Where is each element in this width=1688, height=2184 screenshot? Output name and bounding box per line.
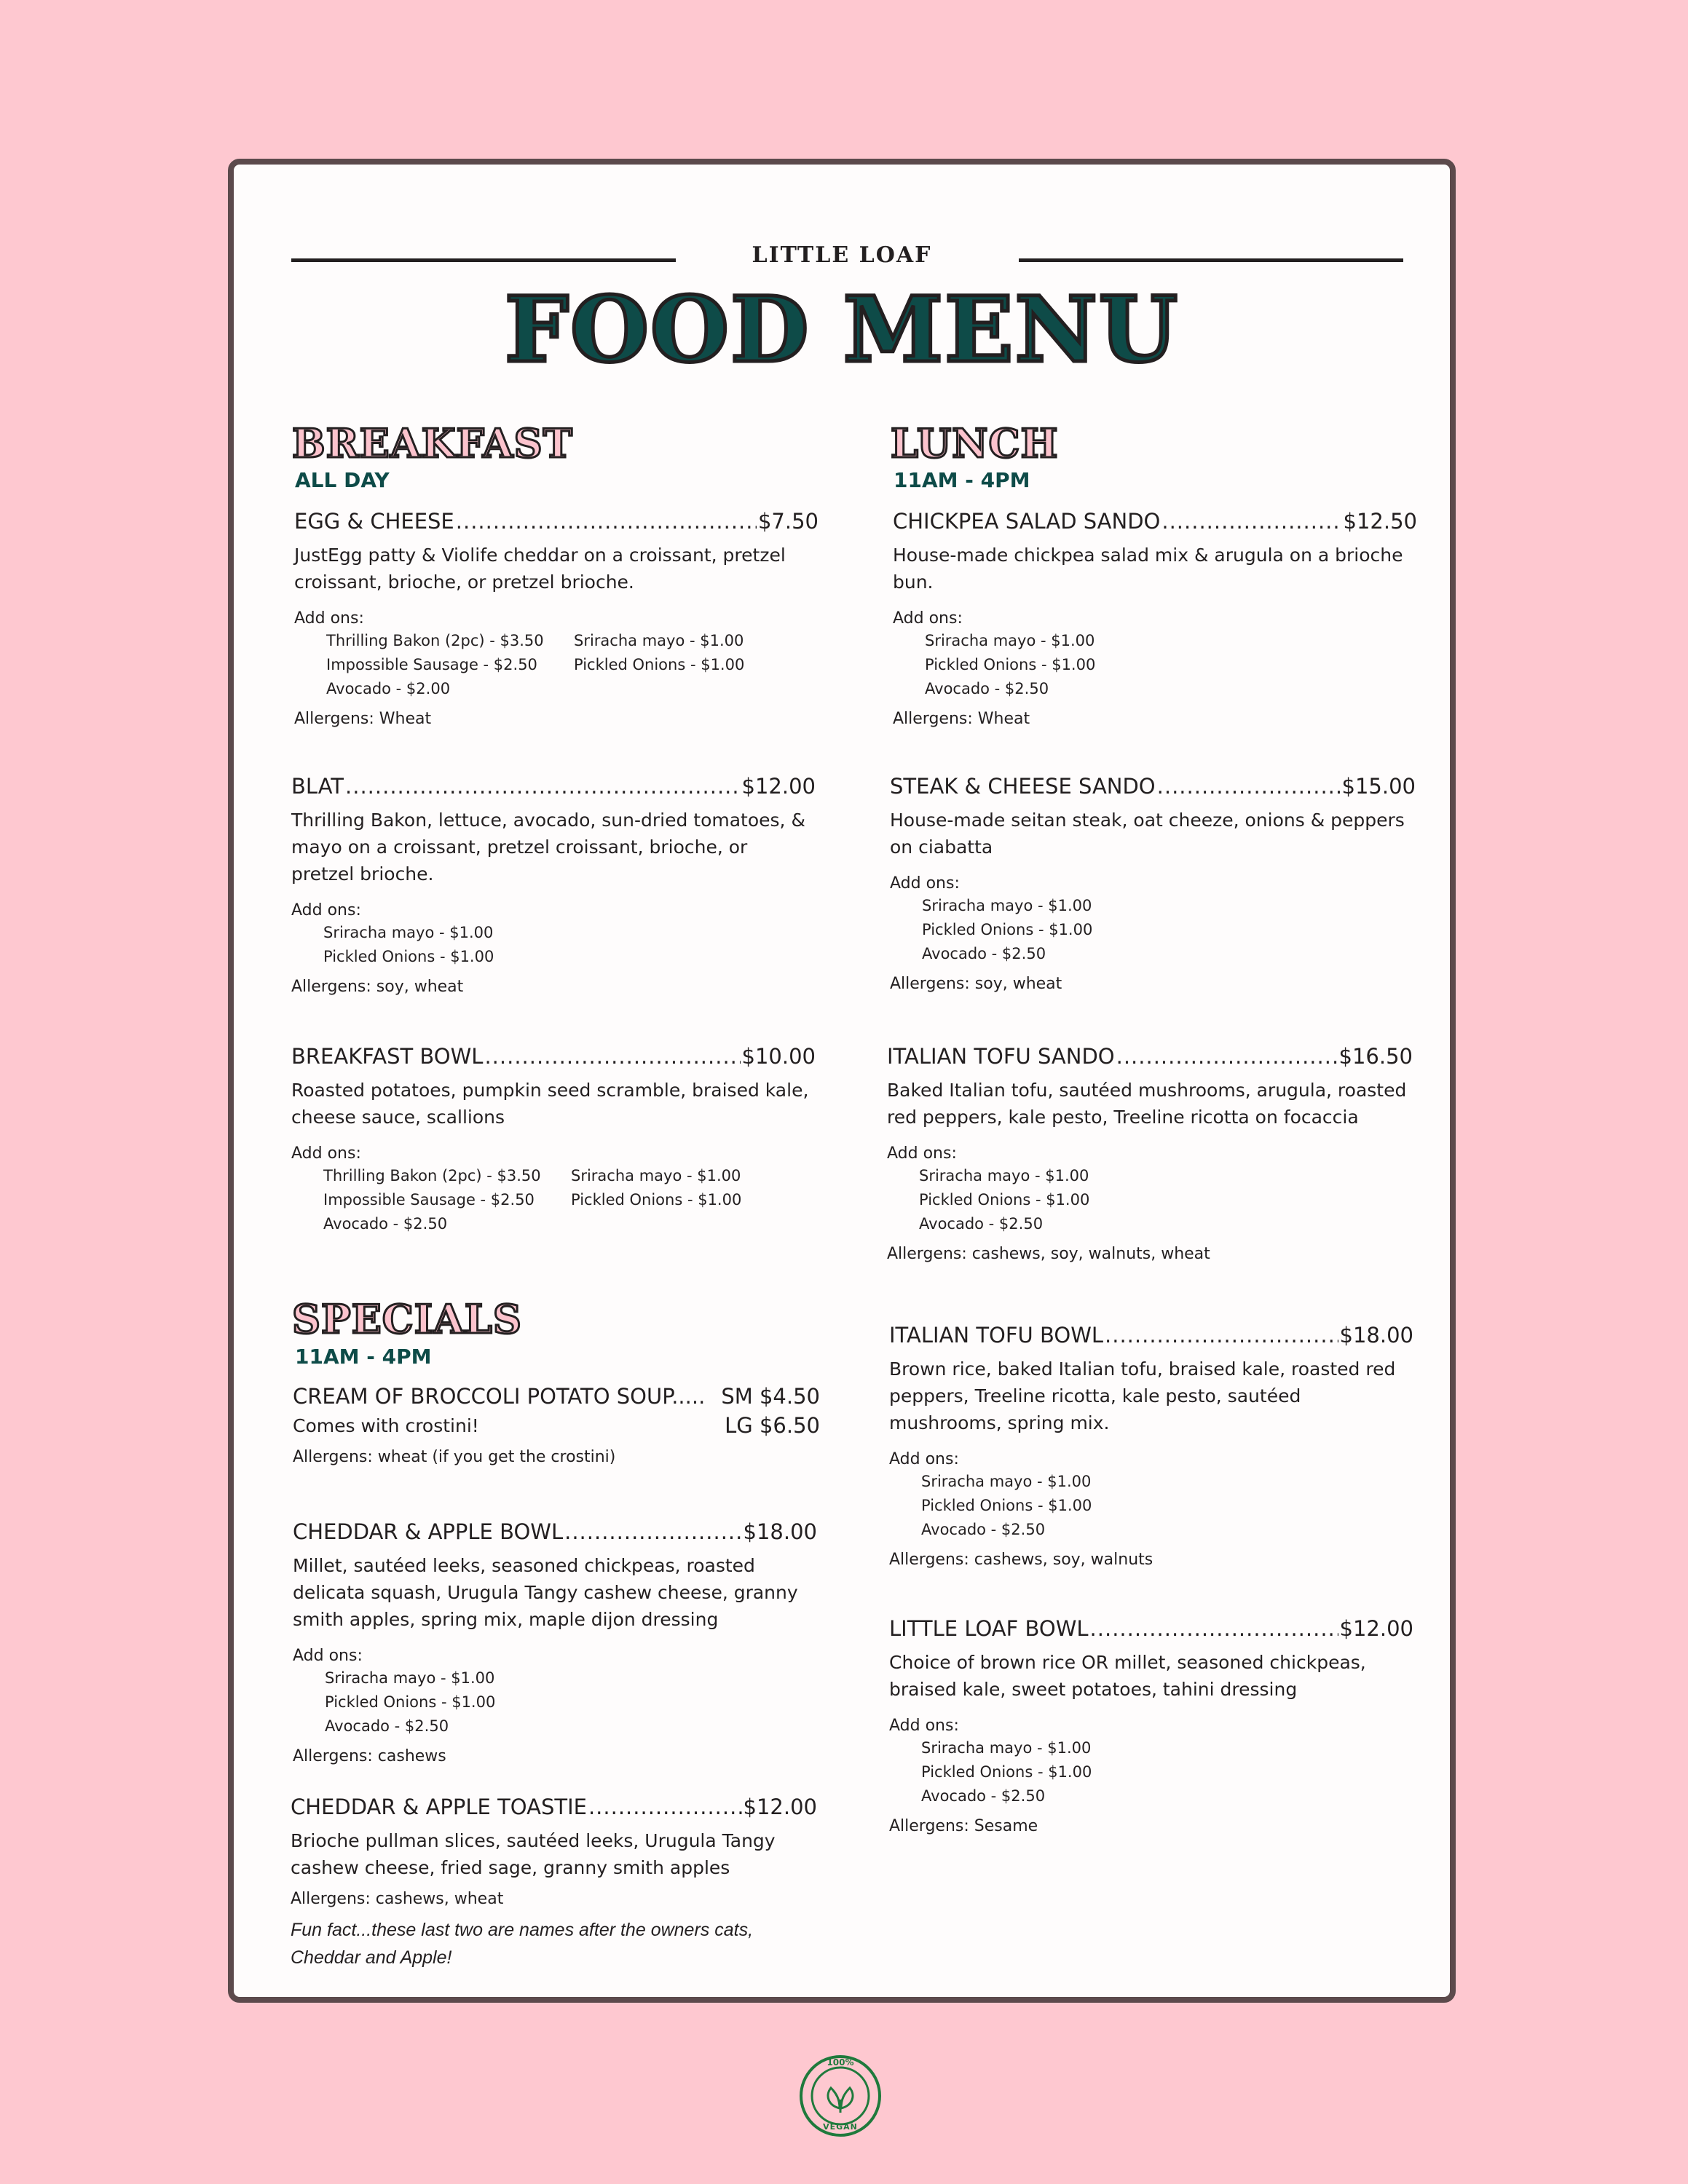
item-name: LITTLE LOAF BOWL <box>889 1616 1089 1641</box>
specials-hours: 11AM - 4PM <box>295 1345 432 1369</box>
dot-leader <box>484 1043 740 1069</box>
item-price: $12.00 <box>741 774 816 799</box>
lunch-hours: 11AM - 4PM <box>894 468 1030 492</box>
fun-fact-note: Fun fact...these last two are names after the owners cats, Cheddar and Apple! <box>291 1920 754 1968</box>
addons-list <box>293 1666 817 1738</box>
allergens: Allergens: soy, wheat <box>291 978 464 996</box>
lunch-heading: LUNCH <box>891 420 1059 467</box>
menu-item <box>889 1615 1413 1837</box>
addon-item: Sriracha mayo - $1.00 <box>921 1739 1092 1757</box>
item-title-line <box>294 508 819 534</box>
addons-list <box>889 1736 1413 1808</box>
addon-item: Thrilling Bakon (2pc) - $3.50 <box>323 1167 541 1184</box>
addon-item: Sriracha mayo - $1.00 <box>325 1669 495 1687</box>
allergens: Allergens: cashews, soy, walnuts <box>889 1551 1153 1569</box>
addon-item: Sriracha mayo - $1.00 <box>921 1473 1092 1490</box>
menu-item <box>293 1519 817 1768</box>
item-price: $16.50 <box>1338 1044 1413 1069</box>
item-name: EGG & CHEESE <box>294 509 454 534</box>
addon-item: Sriracha mayo - $1.00 <box>571 1167 741 1184</box>
item-name: STEAK & CHEESE SANDO <box>890 774 1156 799</box>
addon-item: Pickled Onions - $1.00 <box>925 656 1096 673</box>
item-name: ITALIAN TOFU SANDO <box>887 1044 1115 1069</box>
addon-item: Pickled Onions - $1.00 <box>323 948 494 965</box>
dot-leader <box>1162 508 1341 534</box>
item-title-line <box>293 1383 820 1409</box>
item-name: CHEDDAR & APPLE TOASTIE <box>291 1795 587 1819</box>
addon-item: Sriracha mayo - $1.00 <box>323 924 494 941</box>
dot-leader <box>564 1519 741 1545</box>
item-name: CREAM OF BROCCOLI POTATO SOUP..... <box>293 1384 706 1409</box>
addons-list <box>291 1164 816 1236</box>
addon-item: Pickled Onions - $1.00 <box>574 656 745 673</box>
brand-name: LITTLE LOAF <box>752 242 932 268</box>
menu-item <box>890 773 1416 995</box>
item-description: Thrilling Bakon, lettuce, avocado, sun-dried tomatoes, & mayo on a croissant, pretzel croissant, brioche, or pretzel brioche. <box>291 810 805 885</box>
allergens: Allergens: Wheat <box>893 710 1030 728</box>
item-price: $15.00 <box>1341 774 1416 799</box>
allergens: Allergens: Sesame <box>889 1817 1038 1835</box>
dot-leader <box>1090 1615 1338 1642</box>
menu-title: FOOD MENU <box>504 277 1180 383</box>
item-title-line <box>890 773 1416 799</box>
vegan-badge <box>799 2054 882 2137</box>
addons-list <box>291 921 816 969</box>
addon-item: Avocado - $2.50 <box>925 680 1049 697</box>
item-title-line <box>893 508 1417 534</box>
addon-item: Pickled Onions - $1.00 <box>571 1191 742 1208</box>
menu-item <box>294 508 819 730</box>
addon-item: Avocado - $2.50 <box>921 1521 1046 1538</box>
addon-item: Avocado - $2.50 <box>919 1215 1044 1233</box>
item-price: $18.00 <box>743 1519 817 1544</box>
addons-label: Add ons: <box>293 1647 363 1665</box>
item-description: Millet, sautéed leeks, seasoned chickpeas, roasted delicata squash, Urugula Tangy cashew cheese, granny smith apples, spring mix, maple dijon dressing <box>293 1555 798 1630</box>
addon-item: Avocado - $2.50 <box>922 945 1046 962</box>
addon-item: Impossible Sausage - $2.50 <box>323 1191 535 1208</box>
menu-item-soup <box>293 1383 820 1468</box>
addon-item: Sriracha mayo - $1.00 <box>919 1167 1089 1184</box>
addons-list <box>890 894 1416 966</box>
addons-label: Add ons: <box>887 1144 957 1163</box>
breakfast-hours: ALL DAY <box>295 468 390 492</box>
allergens: Allergens: cashews, soy, walnuts, wheat <box>887 1245 1210 1263</box>
item-price: $12.00 <box>743 1795 817 1819</box>
menu-item <box>291 1794 817 1971</box>
item-description: Roasted potatoes, pumpkin seed scramble, braised kale, cheese sauce, scallions <box>291 1080 809 1128</box>
item-description: House-made chickpea salad mix & arugula on a brioche bun. <box>893 545 1403 593</box>
item-name: BREAKFAST BOWL <box>291 1044 484 1069</box>
addons-list <box>889 1470 1413 1542</box>
addons-list <box>887 1164 1413 1236</box>
item-price: $7.50 <box>757 509 819 534</box>
item-description: Comes with crostini! <box>293 1415 479 1436</box>
addons-label: Add ons: <box>889 1717 959 1735</box>
item-title-line <box>291 1794 817 1820</box>
addon-item: Sriracha mayo - $1.00 <box>574 632 744 649</box>
item-description: Brown rice, baked Italian tofu, braised kale, roasted red peppers, Treeline ricotta, kale pesto, sautéed mushrooms, spring mix. <box>889 1358 1396 1433</box>
addon-item: Avocado - $2.50 <box>921 1787 1046 1805</box>
addon-item: Pickled Onions - $1.00 <box>922 921 1093 938</box>
dot-leader <box>1105 1322 1338 1348</box>
addons-label: Add ons: <box>291 1144 361 1163</box>
item-title-line <box>889 1615 1413 1642</box>
item-name: BLAT <box>291 774 344 799</box>
addon-item: Avocado - $2.50 <box>325 1717 449 1735</box>
addon-item: Pickled Onions - $1.00 <box>919 1191 1090 1208</box>
menu-card <box>228 159 1456 2003</box>
addons-label: Add ons: <box>890 874 960 893</box>
addons-label: Add ons: <box>291 901 361 919</box>
addon-item: Pickled Onions - $1.00 <box>921 1497 1092 1514</box>
addons-label: Add ons: <box>889 1450 959 1468</box>
menu-item <box>889 1322 1413 1571</box>
addon-item: Impossible Sausage - $2.50 <box>326 656 537 673</box>
menu-item <box>291 773 816 998</box>
dot-leader <box>1116 1043 1338 1069</box>
item-description: Baked Italian tofu, sautéed mushrooms, arugula, roasted red peppers, kale pesto, Treeline ricotta on focaccia <box>887 1080 1407 1128</box>
specials-heading: SPECIALS <box>292 1296 522 1342</box>
dot-leader <box>1157 773 1341 799</box>
allergens: Allergens: wheat (if you get the crostini) <box>293 1448 616 1466</box>
item-price-small: SM $4.50 <box>721 1384 820 1409</box>
item-price: $10.00 <box>741 1044 816 1069</box>
item-description: House-made seitan steak, oat cheeze, onions & peppers on ciabatta <box>890 810 1405 858</box>
addon-item: Thrilling Bakon (2pc) - $3.50 <box>326 632 544 649</box>
addon-item: Avocado - $2.50 <box>323 1215 448 1233</box>
menu-item <box>893 508 1417 730</box>
addon-item: Pickled Onions - $1.00 <box>325 1693 496 1711</box>
item-name: CHICKPEA SALAD SANDO <box>893 509 1161 534</box>
item-price: $12.50 <box>1343 509 1417 534</box>
item-title-line <box>291 773 816 799</box>
addons-list <box>893 629 1417 701</box>
allergens: Allergens: soy, wheat <box>890 975 1062 993</box>
addons-label: Add ons: <box>893 609 963 628</box>
dot-leader <box>588 1794 742 1820</box>
item-name: ITALIAN TOFU BOWL <box>889 1323 1104 1348</box>
soup-detail-line <box>293 1412 820 1439</box>
addon-item: Sriracha mayo - $1.00 <box>925 632 1095 649</box>
breakfast-heading: BREAKFAST <box>292 420 573 467</box>
addon-item: Pickled Onions - $1.00 <box>921 1763 1092 1781</box>
allergens: Allergens: Wheat <box>294 710 432 728</box>
item-price: $18.00 <box>1339 1323 1413 1348</box>
addons-list <box>294 629 819 701</box>
addons-label: Add ons: <box>294 609 364 628</box>
badge-top-text: 100% <box>827 2057 854 2068</box>
item-description: JustEgg patty & Violife cheddar on a croissant, pretzel croissant, brioche, or pretzel brioche. <box>294 545 786 593</box>
addon-item: Avocado - $2.00 <box>326 680 451 697</box>
menu-item <box>291 1043 816 1236</box>
addon-item: Sriracha mayo - $1.00 <box>922 897 1092 914</box>
allergens: Allergens: cashews, wheat <box>291 1890 504 1908</box>
item-title-line <box>887 1043 1413 1069</box>
item-title-line <box>293 1519 817 1545</box>
item-price: $12.00 <box>1339 1616 1413 1641</box>
menu-item <box>887 1043 1413 1265</box>
item-price-large: LG $6.50 <box>725 1413 820 1438</box>
item-description: Brioche pullman slices, sautéed leeks, Urugula Tangy cashew cheese, fried sage, granny smith apples <box>291 1830 776 1878</box>
dot-leader <box>345 773 740 799</box>
badge-bottom-text: VEGAN <box>823 2122 858 2132</box>
item-title-line <box>291 1043 816 1069</box>
item-description: Choice of brown rice OR millet, seasoned chickpeas, braised kale, sweet potatoes, tahini dressing <box>889 1652 1366 1700</box>
item-title-line <box>889 1322 1413 1348</box>
item-name: CHEDDAR & APPLE BOWL <box>293 1519 564 1544</box>
allergens: Allergens: cashews <box>293 1747 446 1765</box>
dot-leader <box>456 508 757 534</box>
